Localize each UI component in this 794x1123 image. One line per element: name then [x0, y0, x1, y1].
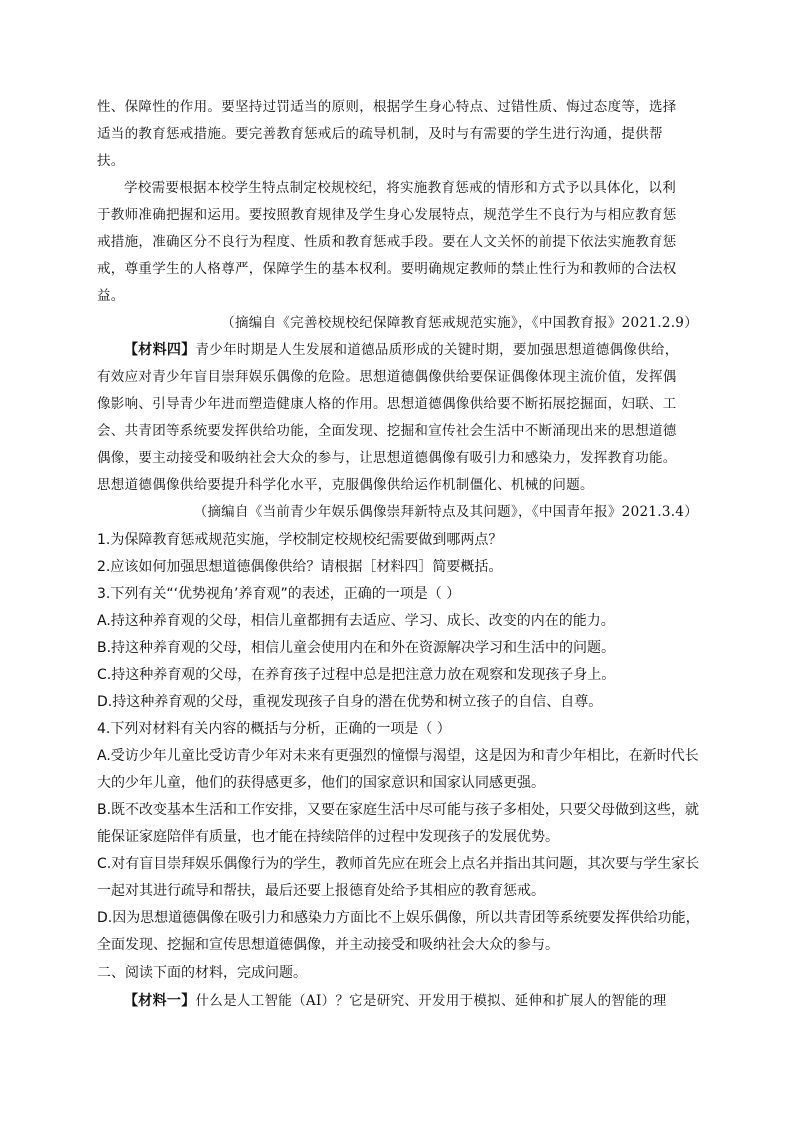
- material-line: 思想道德偶像供给要提升科学化水平，克服偶像供给运作机制僵化、机械的问题。: [97, 477, 594, 493]
- material-line: 有效应对青少年盲目崇拜娱乐偶像的危险。思想道德偶像供给要保证偶像体现主流价值，发挥偶: [97, 369, 677, 385]
- question-1: 1.为保障教育惩戒规范实施，学校制定校规校纪需要做到哪两点？: [97, 532, 503, 548]
- material-label: 【材料一】: [124, 993, 196, 1009]
- material-line: [124, 340, 679, 360]
- passage-line: 适当的教育惩戒措施。要完善教育惩戒后的疏导机制，及时与有需要的学生进行沟通，提供帮: [97, 126, 663, 142]
- question-3-stem: 3.下列有关“‘优势视角’养育观”的表述，正确的一项是（ ）: [97, 586, 461, 602]
- material-text: 青少年时期是人生发展和道德品质形成的关键时期，要加强思想道德偶像供给，: [195, 342, 679, 358]
- question-4-option-a-cont: 大的少年儿童，他们的获得感更多，他们的国家意识和国家认同感更强。: [97, 775, 545, 791]
- passage-line: 益。: [97, 288, 125, 304]
- material-line: 会、共青团等系统要发挥供给功能，全面发现、挖掘和宣传社会生活中不断涌现出来的思想道德: [97, 423, 677, 439]
- material-line: [124, 991, 667, 1011]
- source-citation: （摘编自《完善校规校纪保障教育惩戒规范实施》，《中国教育报》2021.2.9）: [221, 315, 698, 331]
- question-4-option-c: C.对有盲目崇拜娱乐偶像行为的学生，教师首先应在班会上点名并指出其问题，其次要与学生家长: [97, 856, 700, 872]
- question-4-option-b-cont: 能保证家庭陪伴有质量，也才能在持续陪伴的过程中发现孩子的发展优势。: [97, 829, 559, 845]
- material-line: 像影响、引导青少年进而塑造健康人格的作用。思想道德偶像供给要不断拓展挖掘面，妇联、工: [97, 396, 677, 412]
- passage-line: 扶。: [97, 153, 125, 169]
- material-text: 什么是人工智能（AI）？它是研究、开发用于模拟、延伸和扩展人的智能的理: [195, 993, 667, 1009]
- question-3-option-b: B.持这种养育观的父母，相信儿童会使用内在和外在资源解决学习和生活中的问题。: [97, 640, 616, 656]
- source-citation: （摘编自《当前青少年娱乐偶像崇拜新特点及其问题》，《中国青年报》2021.3.4）: [193, 504, 698, 520]
- passage-line: 戒措施，准确区分不良行为程度、性质和教育惩戒手段。要在人文关怀的前提下依法实施教育惩: [97, 234, 677, 250]
- passage-line: 戒，尊重学生的人格尊严，保障学生的基本权利。要明确规定教师的禁止性行为和教师的合法权: [97, 261, 677, 277]
- question-3-option-d: D.持这种养育观的父母，重视发现孩子自身的潜在优势和树立孩子的自信、自尊。: [97, 694, 603, 710]
- passage-line: 学校需要根据本校学生特点制定校规校纪，将实施教育惩戒的情形和方式予以具体化，以利: [124, 180, 676, 196]
- question-4-option-c-cont: 一起对其进行疏导和帮扶，最后还要上报德育处给予其相应的教育惩戒。: [97, 883, 545, 899]
- question-3-option-c: C.持这种养育观的父母，在养育孩子过程中总是把注意力放在观察和发现孩子身上。: [97, 667, 616, 683]
- question-4-option-d-cont: 全面发现、挖掘和宣传思想道德偶像，并主动接受和吸纳社会大众的参与。: [97, 937, 559, 953]
- passage-line: 性、保障性的作用。要坚持过罚适当的原则，根据学生身心特点、过错性质、悔过态度等，选择: [97, 99, 677, 115]
- material-label: 【材料四】: [124, 342, 196, 358]
- section-heading: 二、阅读下面的材料，完成问题。: [97, 965, 307, 981]
- question-4-option-b: B.既不改变基本生活和工作安排，又要在家庭生活中尽可能与孩子多相处，只要父母做到这些，就: [97, 802, 700, 818]
- question-4-option-d: D.因为思想道德偶像在吸引力和感染力方面比不上娱乐偶像，所以共青团等系统要发挥供给功能，: [97, 910, 700, 926]
- passage-line: 于教师准确把握和运用。要按照教育规律及学生身心发展特点，规范学生不良行为与相应教育惩: [97, 207, 677, 223]
- question-4-option-a: A.受访少年儿童比受访青少年对未来有更强烈的憧憬与渴望，这是因为和青少年相比，在新时代长: [97, 748, 699, 764]
- question-2: 2.应该如何加强思想道德偶像供给？请根据［材料四］简要概括。: [97, 559, 503, 575]
- material-line: 偶像，要主动接受和吸纳社会大众的参与，让思想道德偶像有吸引力和感染力，发挥教育功能。: [97, 450, 677, 466]
- question-4-stem: 4.下列对材料有关内容的概括与分析，正确的一项是（ ）: [97, 721, 451, 737]
- question-3-option-a: A.持这种养育观的父母，相信儿童都拥有去适应、学习、成长、改变的内在的能力。: [97, 613, 615, 629]
